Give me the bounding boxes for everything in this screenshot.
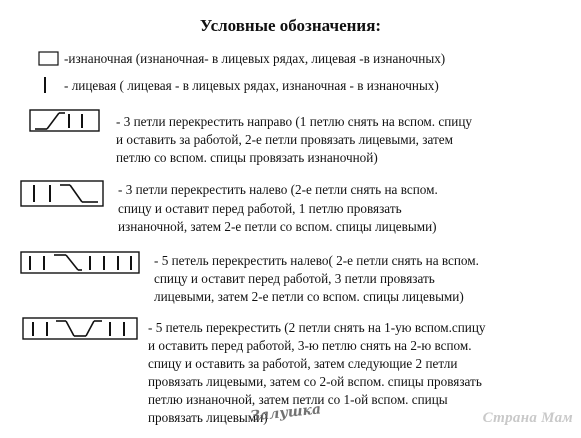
- knit-symbol-icon: [40, 76, 52, 94]
- page-title: Условные обозначения:: [199, 16, 382, 35]
- cross-3-left-symbol-icon: [20, 180, 106, 208]
- cross-5-combined-symbol-icon: [22, 317, 140, 341]
- cross-5-left-symbol-icon: [20, 251, 142, 275]
- knit-description: - лицевая ( лицевая - в лицевых рядах, изнаночная - в изнаночных): [64, 78, 439, 93]
- purl-symbol-icon: [38, 51, 60, 66]
- cross-3-right-symbol-icon: [29, 109, 101, 133]
- site-watermark: Страна Мам: [482, 410, 573, 426]
- signature-watermark: Залушка: [249, 401, 322, 425]
- purl-description: -изнаночная (изнаночная- в лицевых рядах, лицевая -в изнаночных): [64, 51, 446, 66]
